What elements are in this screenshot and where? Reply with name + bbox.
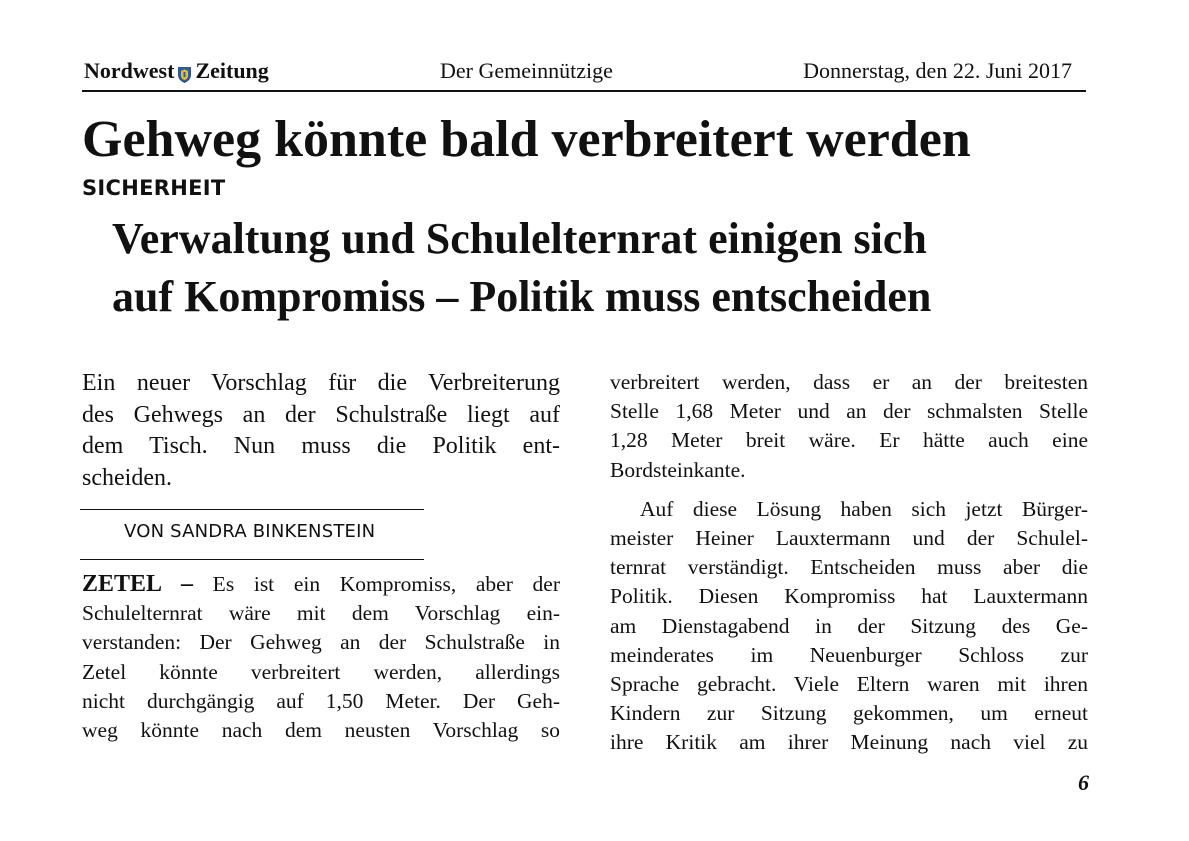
body-line: weg könnte nach dem neusten Vorschlag so xyxy=(82,717,560,742)
byline-rule-top xyxy=(80,509,424,510)
body-line: verbreitert werden, dass er an der breitesten xyxy=(610,370,1088,394)
body-line: Bordsteinkante. xyxy=(610,457,746,482)
body-line: Schulelternrat wäre mit dem Vorschlag ein- xyxy=(82,601,560,626)
body-column-left xyxy=(82,570,560,745)
body-line: Zetel könnte verbreitert werden, allerdings xyxy=(82,659,560,684)
newspaper-brand xyxy=(84,58,269,84)
body-line: 1,28 Meter breit wäre. Er hätte auch eine xyxy=(610,428,1088,453)
page-number: 6 xyxy=(1078,770,1089,795)
body-line: ihre Kritik am ihrer Meinung nach viel zu xyxy=(610,730,1088,755)
masthead-rule xyxy=(82,90,1086,92)
masthead xyxy=(84,56,1088,90)
body-line: verstanden: Der Gehweg an der Schulstraße in xyxy=(82,630,560,655)
dateline: ZETEL – xyxy=(82,571,194,597)
body-column-right xyxy=(610,368,1088,757)
body-line: Sprache gebracht. Viele Eltern waren mit ihren xyxy=(610,671,1088,696)
section-name: Der Gemeinnützige xyxy=(440,58,613,83)
body-line: Auf diese Lösung haben sich jetzt Bürger- xyxy=(640,496,1088,521)
body-line: meister Heiner Lauxtermann und der Schulel- xyxy=(610,525,1088,550)
body-line: Politik. Diesen Kompromiss hat Lauxtermann xyxy=(610,584,1088,609)
paragraph-gap xyxy=(610,485,1088,495)
body-line: ternrat verständigt. Entscheiden muss aber die xyxy=(610,555,1088,580)
body-line: meinderates im Neuenburger Schloss zur xyxy=(610,642,1088,667)
lead-line: des Gehwegs an der Schulstraße liegt auf xyxy=(82,401,560,428)
brand-left: Nordwest xyxy=(84,58,175,83)
headline: Gehweg könnte bald verbreitert werden xyxy=(82,111,971,168)
issue-date: Donnerstag, den 22. Juni 2017 xyxy=(803,58,1072,83)
byline: VON SANDRA BINKENSTEIN xyxy=(124,521,376,542)
body-line-text: Es ist ein Kompromiss, aber der xyxy=(193,572,560,596)
body-line: Stelle 1,68 Meter und an der schmalsten Stelle xyxy=(610,399,1088,424)
lead-line: dem Tisch. Nun muss die Politik ent- xyxy=(82,433,560,459)
subheadline-line: Verwaltung und Schulelternrat einigen sich xyxy=(112,214,927,263)
body-line: am Dienstagabend in der Sitzung des Ge- xyxy=(610,613,1088,638)
subheadline-line: auf Kompromiss – Politik muss entscheiden xyxy=(112,272,932,321)
kicker: SICHERHEIT xyxy=(82,176,226,200)
coat-of-arms-icon xyxy=(178,63,191,79)
body-line: Kindern zur Sitzung gekommen, um erneut xyxy=(610,701,1088,726)
body-line xyxy=(82,570,560,599)
subheadline xyxy=(112,210,1072,326)
lead-paragraph xyxy=(82,368,560,494)
lead-line: scheiden. xyxy=(82,464,172,491)
brand-right: Zeitung xyxy=(195,58,269,83)
lead-line: Ein neuer Vorschlag für die Verbreiterung xyxy=(82,370,560,396)
body-line: nicht durchgängig auf 1,50 Meter. Der Geh- xyxy=(82,688,560,713)
byline-rule-bottom xyxy=(80,559,424,560)
